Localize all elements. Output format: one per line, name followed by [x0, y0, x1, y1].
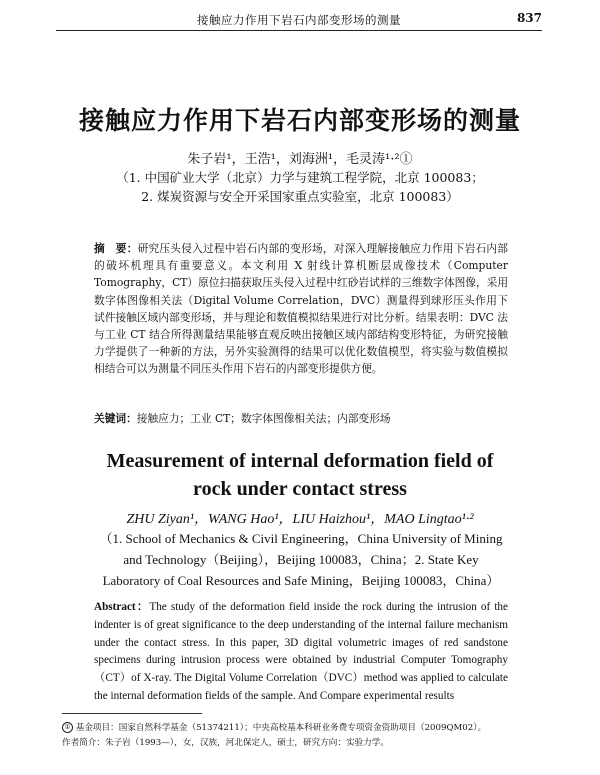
chinese-title: 接触应力作用下岩石内部变形场的测量	[78, 106, 521, 135]
footnote-fund	[62, 722, 486, 735]
english-abstract-text: The study of the deformation field inside the rock during the intrusion of the indenter is of great significance to the deep understanding of the internal failure mechanism under the contact stress. In this paper, 3D digital volumetric images of red sandstone specimens during intrusion process were obtained by industrial Computer Tomography（CT）of X-ray. The Digital Volume Correlation（DVC）method was applied to calculate the internal deformation fields of the sample. And Compare experimental results	[94, 601, 508, 702]
chinese-keywords	[94, 411, 508, 426]
running-title: 接触应力作用下岩石内部变形场的测量	[197, 13, 401, 27]
chinese-abstract-text: 研究压头侵入过程中岩石内部的变形场，对深入理解接触应力作用下岩石内部的破坏机理具有重要意义。本文利用 X 射线计算机断层成像技术（Computer Tomography，CT）原位扫描获取压头侵入过程中红砂岩试样的三维数字体图像，采用数字体图像相关法（Digital Volume Correlation，DVC）测量得到球形压头作用下试件接触区域内部变形场，并与理论和数值模拟结果进行对比分析。结果表明：DVC 法与工业 CT 结合所得测量结果能够直观反映出接触区域内部结构变形特征，为研究接触力学提供了一种新的方法，另外实验测得的结果可以优化数值模型，将实验与数值模拟相结合可以为测量不同压头作用下岩石的内部变形提供方便。	[94, 242, 509, 376]
chinese-abstract-label: 摘 要：	[94, 242, 138, 255]
chinese-keywords-label: 关键词：	[94, 412, 137, 425]
footnote-author	[62, 737, 389, 750]
footnote-marker-icon: ①	[62, 722, 73, 733]
page-header	[56, 10, 542, 31]
chinese-authors: 朱子岩¹，王浩¹，刘海洲¹，毛灵涛¹·²①	[187, 152, 413, 167]
footnote-fund-text: 国家自然科学基金（51374211）；中央高校基本科研业务费专项资金资助项目（2009QM02）。	[118, 723, 487, 733]
footnote-author-text: 朱子岩（1993—），女，汉族，河北保定人，硕士，研究方向：实验力学。	[104, 738, 389, 748]
english-authors: ZHU Ziyan¹，WANG Hao¹，LIU Haizhou¹，MAO Lingtao¹·²	[126, 512, 474, 527]
english-abstract-label: Abstract：	[94, 601, 150, 613]
english-title-line-1: Measurement of internal deformation field of	[106, 450, 494, 472]
english-title-line-2: rock under contact stress	[193, 478, 407, 500]
english-abstract	[94, 599, 508, 707]
chinese-affiliation-1: （1. 中国矿业大学（北京）力学与建筑工程学院，北京 100083；	[116, 170, 484, 185]
footnote-divider	[62, 713, 202, 714]
chinese-affiliation-2: 2. 煤炭资源与安全开采国家重点实验室，北京 100083）	[141, 189, 459, 204]
page-number: 837	[516, 11, 542, 25]
chinese-keywords-text: 接触应力；工业 CT；数字体图像相关法；内部变形场	[136, 412, 391, 425]
footnote-author-label: 作者简介：	[62, 738, 105, 748]
footnote-fund-label: 基金项目：	[75, 723, 119, 733]
chinese-abstract	[94, 240, 508, 378]
english-affiliation: （1. School of Mechanics & Civil Engineering，China University of Mining and Technology（Beijing），Beijing 100083，China；2. State Key Laboratory of Coal Resources and Safe Mining，Beijing 100083，China）	[99, 531, 503, 588]
